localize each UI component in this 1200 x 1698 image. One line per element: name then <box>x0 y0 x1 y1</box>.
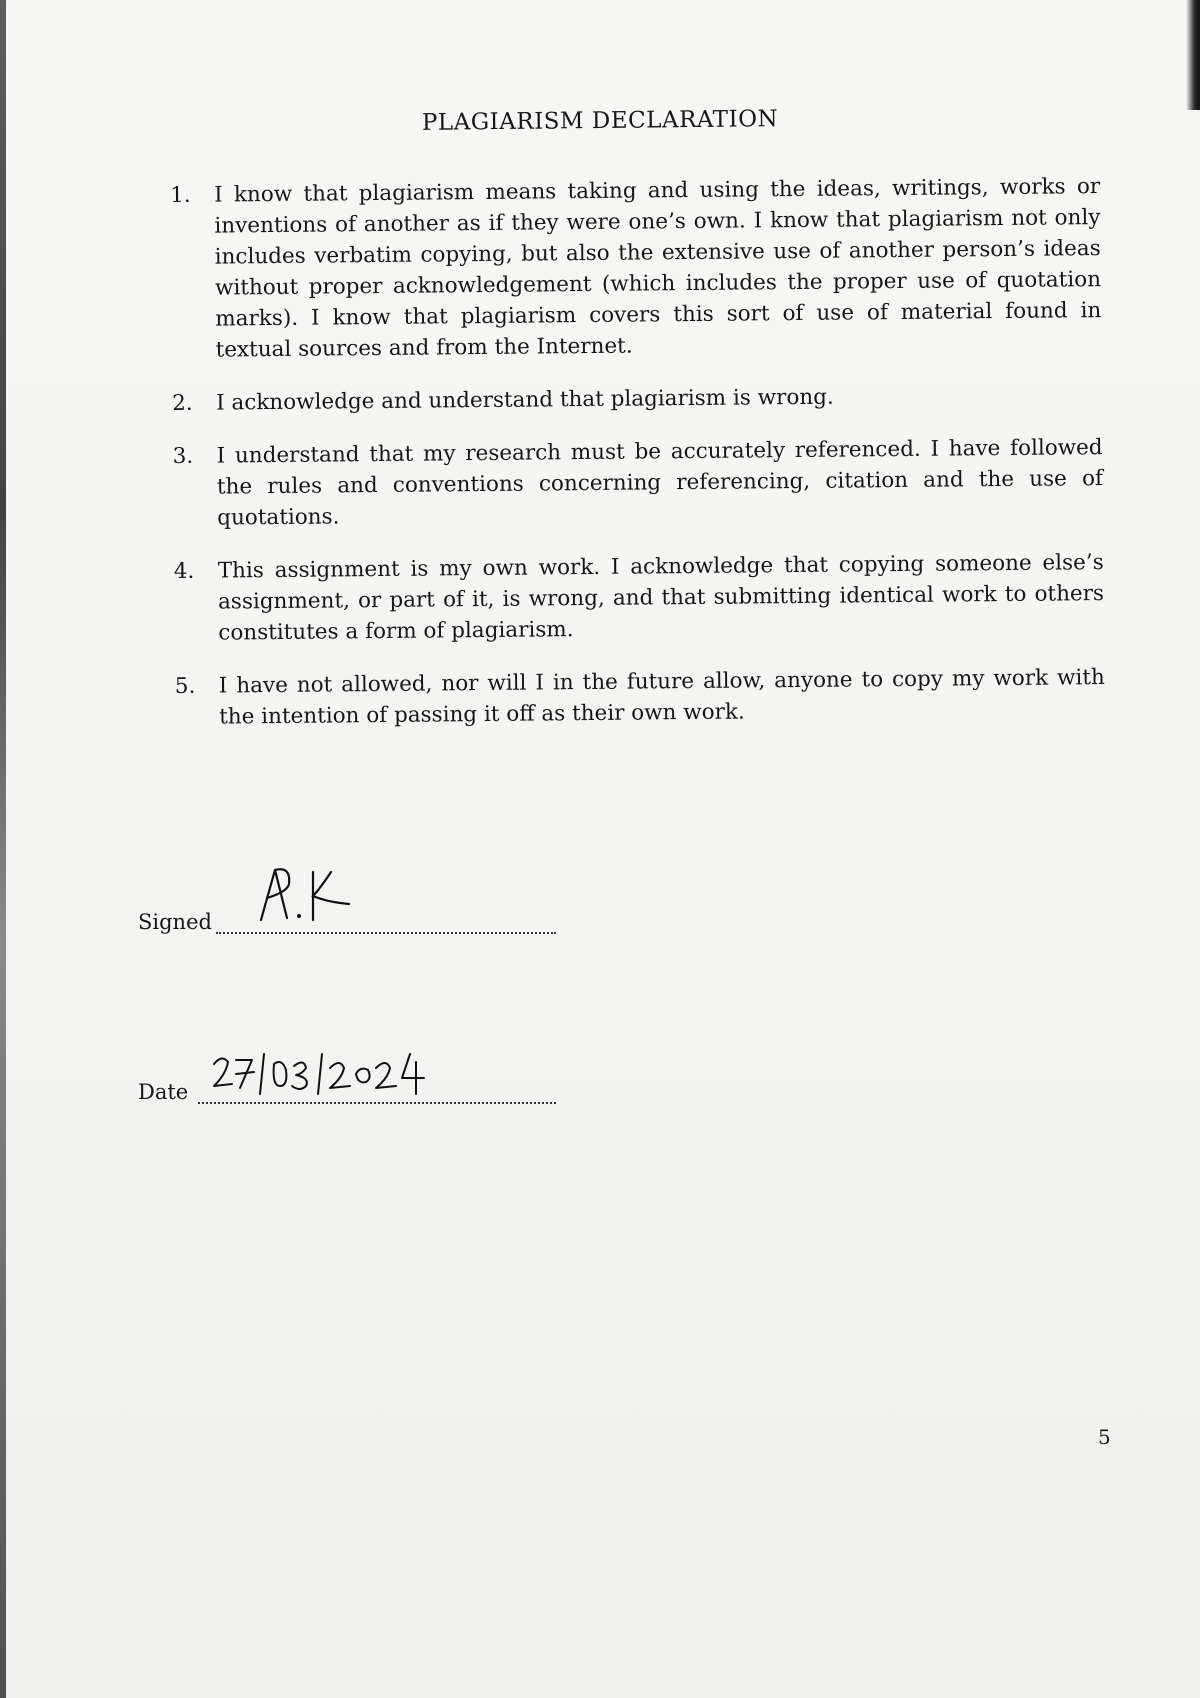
item-text: I acknowledge and understand that plagiarism is wrong. <box>216 384 834 416</box>
handwritten-date <box>210 1042 450 1102</box>
item-number: 4. <box>173 558 195 584</box>
scan-corner-shadow <box>1186 0 1200 110</box>
signed-label: Signed <box>138 910 212 934</box>
page-title: PLAGIARISM DECLARATION <box>421 106 779 136</box>
list-item <box>175 662 1106 733</box>
date-label: Date <box>138 1080 189 1104</box>
item-text: This assignment is my own work. I acknowledge that copying someone else’s assignment, or part of it, is wrong, and that submitting identical work to others constitutes a form of plagiarism. <box>217 550 1105 646</box>
item-text: I understand that my research must be accurately referenced. I have followed the rules and conventions concerning referencing, citation and the use of quotations. <box>216 435 1104 531</box>
list-item <box>170 171 1102 366</box>
date-line <box>138 1050 558 1110</box>
handwritten-signature <box>253 858 373 928</box>
item-number: 2. <box>172 390 193 416</box>
list-item <box>172 379 1102 419</box>
item-number: 1. <box>170 182 191 208</box>
list-item <box>174 547 1105 649</box>
signature-dotted-line <box>216 930 556 934</box>
item-text: I know that plagiarism means taking and using the ideas, writings, works or inventions of another as if they were one’s own. I know that plagiarism not only includes verbatim copying, but also the extensive use of another person’s ideas without proper acknowledgement (which includes the proper use of quotation marks). I know that plagiarism covers this sort of use of material found in textual sources and from the Internet. <box>214 174 1102 363</box>
item-text: I have not allowed, nor will I in the future allow, anyone to copy my work with the intention of passing it off as their own work. <box>218 665 1105 730</box>
item-number: 5. <box>174 673 196 699</box>
list-item <box>173 432 1104 534</box>
declaration-list <box>170 171 1105 755</box>
signature-line <box>138 880 558 940</box>
item-number: 3. <box>172 443 194 469</box>
page-number: 5 <box>1098 1425 1111 1449</box>
scan-edge-shadow <box>0 0 6 1698</box>
